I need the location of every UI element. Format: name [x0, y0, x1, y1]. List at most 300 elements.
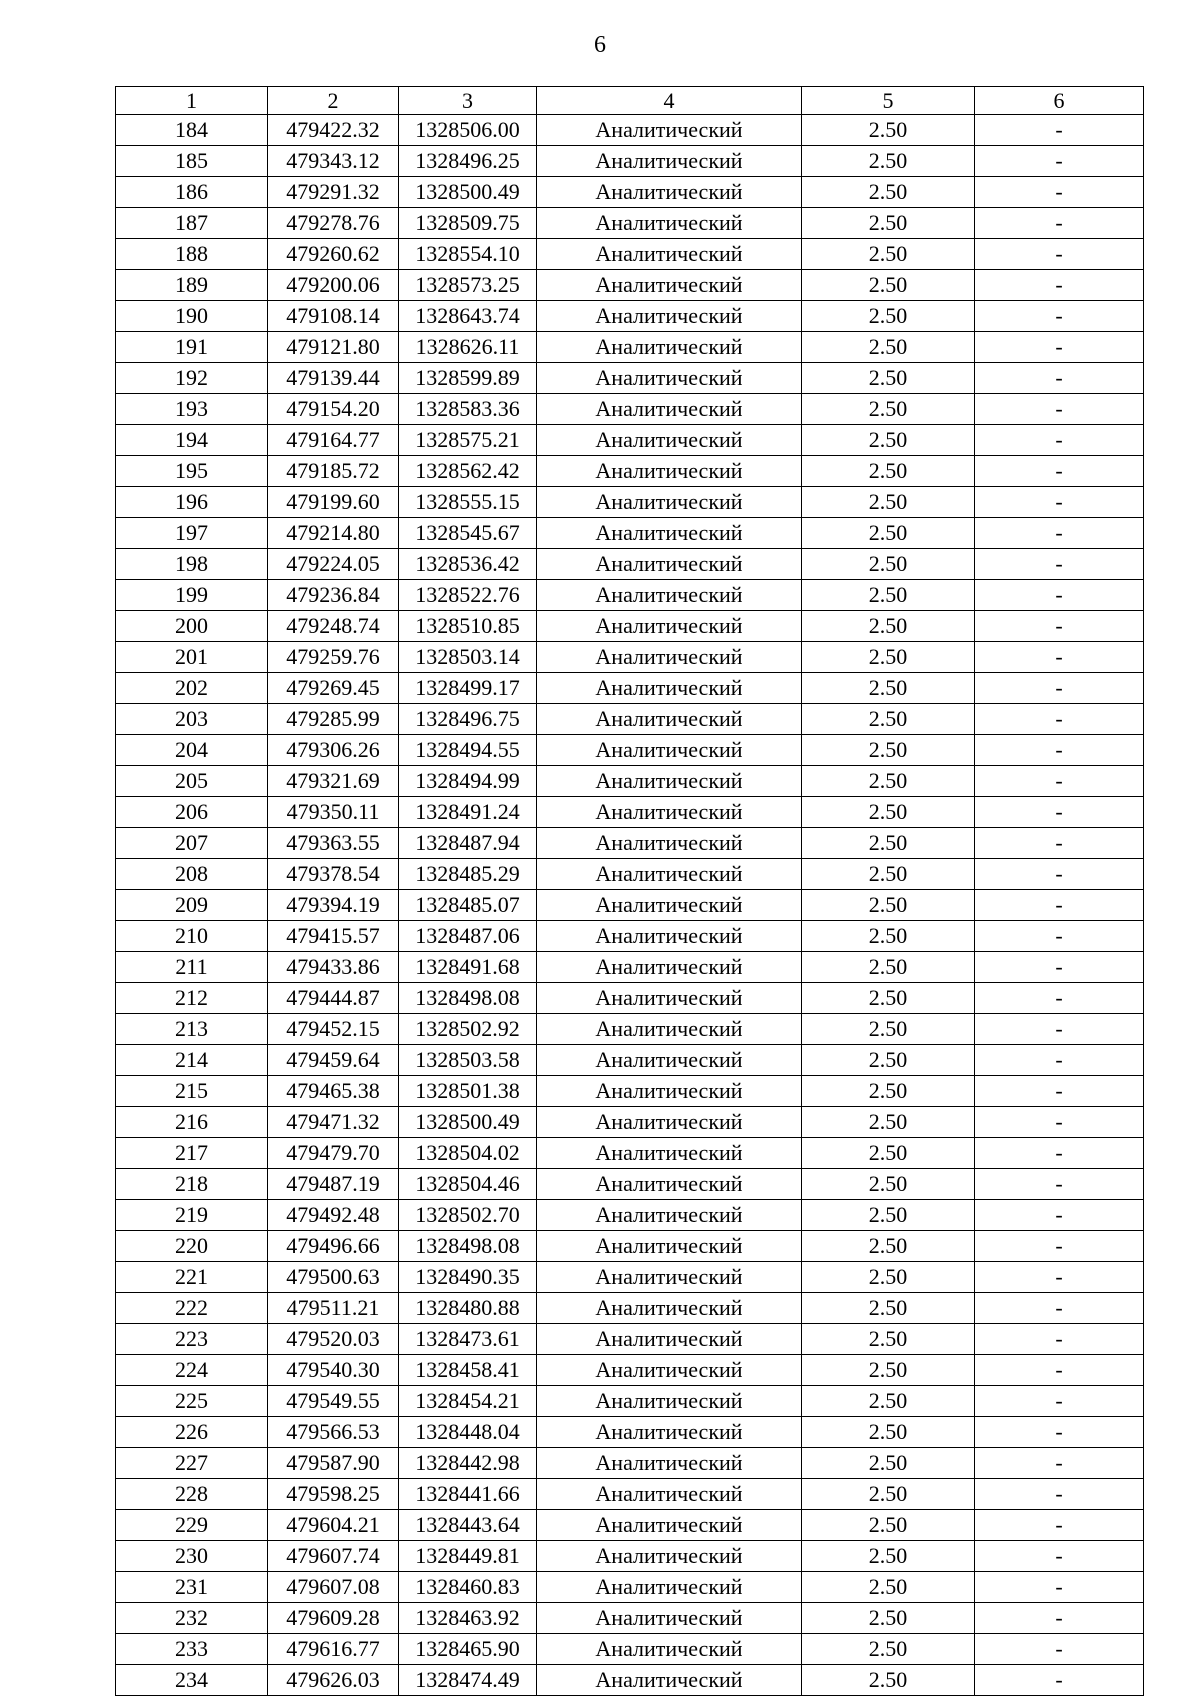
- table-row: [116, 1417, 1144, 1448]
- x-coordinate-cell: 479259.76: [268, 642, 399, 673]
- method-cell: Аналитический: [537, 828, 802, 859]
- note-cell: -: [975, 1448, 1144, 1479]
- x-coordinate-cell: 479199.60: [268, 487, 399, 518]
- x-coordinate-cell: 479363.55: [268, 828, 399, 859]
- x-coordinate-cell: 479607.74: [268, 1541, 399, 1572]
- y-coordinate-cell: 1328454.21: [399, 1386, 537, 1417]
- accuracy-cell: 2.50: [802, 177, 975, 208]
- method-cell: Аналитический: [537, 270, 802, 301]
- table-row: [116, 208, 1144, 239]
- y-coordinate-cell: 1328480.88: [399, 1293, 537, 1324]
- note-cell: -: [975, 1417, 1144, 1448]
- x-coordinate-cell: 479378.54: [268, 859, 399, 890]
- x-coordinate-cell: 479607.08: [268, 1572, 399, 1603]
- note-cell: -: [975, 1107, 1144, 1138]
- note-cell: -: [975, 673, 1144, 704]
- table-row: [116, 828, 1144, 859]
- x-coordinate-cell: 479444.87: [268, 983, 399, 1014]
- point-number-cell: 193: [116, 394, 268, 425]
- method-cell: Аналитический: [537, 1324, 802, 1355]
- method-cell: Аналитический: [537, 487, 802, 518]
- column-header: 2: [268, 87, 399, 115]
- accuracy-cell: 2.50: [802, 859, 975, 890]
- method-cell: Аналитический: [537, 1603, 802, 1634]
- point-number-cell: 194: [116, 425, 268, 456]
- accuracy-cell: 2.50: [802, 1014, 975, 1045]
- method-cell: Аналитический: [537, 1262, 802, 1293]
- method-cell: Аналитический: [537, 1200, 802, 1231]
- accuracy-cell: 2.50: [802, 1200, 975, 1231]
- table-body: [116, 115, 1144, 1696]
- note-cell: -: [975, 611, 1144, 642]
- y-coordinate-cell: 1328573.25: [399, 270, 537, 301]
- note-cell: -: [975, 952, 1144, 983]
- note-cell: -: [975, 1200, 1144, 1231]
- table-row: [116, 1200, 1144, 1231]
- method-cell: Аналитический: [537, 1138, 802, 1169]
- table-row: [116, 394, 1144, 425]
- table-row: [116, 642, 1144, 673]
- accuracy-cell: 2.50: [802, 1665, 975, 1696]
- x-coordinate-cell: 479394.19: [268, 890, 399, 921]
- table-row: [116, 921, 1144, 952]
- accuracy-cell: 2.50: [802, 301, 975, 332]
- x-coordinate-cell: 479587.90: [268, 1448, 399, 1479]
- note-cell: -: [975, 1603, 1144, 1634]
- table-row: [116, 580, 1144, 611]
- table-row: [116, 1262, 1144, 1293]
- accuracy-cell: 2.50: [802, 394, 975, 425]
- note-cell: -: [975, 1076, 1144, 1107]
- y-coordinate-cell: 1328494.99: [399, 766, 537, 797]
- point-number-cell: 196: [116, 487, 268, 518]
- y-coordinate-cell: 1328491.68: [399, 952, 537, 983]
- accuracy-cell: 2.50: [802, 1324, 975, 1355]
- y-coordinate-cell: 1328643.74: [399, 301, 537, 332]
- x-coordinate-cell: 479200.06: [268, 270, 399, 301]
- table-row: [116, 1479, 1144, 1510]
- x-coordinate-cell: 479471.32: [268, 1107, 399, 1138]
- table-row: [116, 1510, 1144, 1541]
- note-cell: -: [975, 1634, 1144, 1665]
- x-coordinate-cell: 479479.70: [268, 1138, 399, 1169]
- accuracy-cell: 2.50: [802, 704, 975, 735]
- accuracy-cell: 2.50: [802, 611, 975, 642]
- accuracy-cell: 2.50: [802, 580, 975, 611]
- accuracy-cell: 2.50: [802, 487, 975, 518]
- accuracy-cell: 2.50: [802, 1138, 975, 1169]
- y-coordinate-cell: 1328506.00: [399, 115, 537, 146]
- method-cell: Аналитический: [537, 766, 802, 797]
- note-cell: -: [975, 301, 1144, 332]
- table-row: [116, 1293, 1144, 1324]
- point-number-cell: 185: [116, 146, 268, 177]
- point-number-cell: 188: [116, 239, 268, 270]
- accuracy-cell: 2.50: [802, 1262, 975, 1293]
- y-coordinate-cell: 1328458.41: [399, 1355, 537, 1386]
- point-number-cell: 212: [116, 983, 268, 1014]
- y-coordinate-cell: 1328473.61: [399, 1324, 537, 1355]
- x-coordinate-cell: 479511.21: [268, 1293, 399, 1324]
- point-number-cell: 187: [116, 208, 268, 239]
- table-row: [116, 301, 1144, 332]
- point-number-cell: 192: [116, 363, 268, 394]
- table-row: [116, 1169, 1144, 1200]
- point-number-cell: 210: [116, 921, 268, 952]
- note-cell: -: [975, 456, 1144, 487]
- method-cell: Аналитический: [537, 208, 802, 239]
- method-cell: Аналитический: [537, 1386, 802, 1417]
- point-number-cell: 204: [116, 735, 268, 766]
- accuracy-cell: 2.50: [802, 797, 975, 828]
- note-cell: -: [975, 1045, 1144, 1076]
- table-row: [116, 1076, 1144, 1107]
- accuracy-cell: 2.50: [802, 1479, 975, 1510]
- y-coordinate-cell: 1328504.02: [399, 1138, 537, 1169]
- method-cell: Аналитический: [537, 1355, 802, 1386]
- point-number-cell: 226: [116, 1417, 268, 1448]
- table-row: [116, 239, 1144, 270]
- x-coordinate-cell: 479291.32: [268, 177, 399, 208]
- method-cell: Аналитический: [537, 518, 802, 549]
- note-cell: -: [975, 1169, 1144, 1200]
- x-coordinate-cell: 479492.48: [268, 1200, 399, 1231]
- table-row: [116, 797, 1144, 828]
- method-cell: Аналитический: [537, 1541, 802, 1572]
- table-row: [116, 766, 1144, 797]
- note-cell: -: [975, 983, 1144, 1014]
- table-row: [116, 332, 1144, 363]
- accuracy-cell: 2.50: [802, 1603, 975, 1634]
- x-coordinate-cell: 479616.77: [268, 1634, 399, 1665]
- method-cell: Аналитический: [537, 611, 802, 642]
- note-cell: -: [975, 239, 1144, 270]
- note-cell: -: [975, 115, 1144, 146]
- x-coordinate-cell: 479496.66: [268, 1231, 399, 1262]
- point-number-cell: 223: [116, 1324, 268, 1355]
- y-coordinate-cell: 1328500.49: [399, 177, 537, 208]
- x-coordinate-cell: 479540.30: [268, 1355, 399, 1386]
- point-number-cell: 217: [116, 1138, 268, 1169]
- table-row: [116, 1665, 1144, 1696]
- accuracy-cell: 2.50: [802, 766, 975, 797]
- point-number-cell: 213: [116, 1014, 268, 1045]
- x-coordinate-cell: 479236.84: [268, 580, 399, 611]
- method-cell: Аналитический: [537, 1076, 802, 1107]
- y-coordinate-cell: 1328599.89: [399, 363, 537, 394]
- accuracy-cell: 2.50: [802, 115, 975, 146]
- note-cell: -: [975, 580, 1144, 611]
- method-cell: Аналитический: [537, 456, 802, 487]
- x-coordinate-cell: 479609.28: [268, 1603, 399, 1634]
- y-coordinate-cell: 1328502.92: [399, 1014, 537, 1045]
- point-number-cell: 186: [116, 177, 268, 208]
- note-cell: -: [975, 1231, 1144, 1262]
- y-coordinate-cell: 1328443.64: [399, 1510, 537, 1541]
- y-coordinate-cell: 1328575.21: [399, 425, 537, 456]
- accuracy-cell: 2.50: [802, 1169, 975, 1200]
- note-cell: -: [975, 518, 1144, 549]
- note-cell: -: [975, 1665, 1144, 1696]
- method-cell: Аналитический: [537, 115, 802, 146]
- y-coordinate-cell: 1328496.25: [399, 146, 537, 177]
- x-coordinate-cell: 479278.76: [268, 208, 399, 239]
- accuracy-cell: 2.50: [802, 828, 975, 859]
- point-number-cell: 199: [116, 580, 268, 611]
- x-coordinate-cell: 479459.64: [268, 1045, 399, 1076]
- table-row: [116, 425, 1144, 456]
- x-coordinate-cell: 479433.86: [268, 952, 399, 983]
- x-coordinate-cell: 479108.14: [268, 301, 399, 332]
- y-coordinate-cell: 1328487.06: [399, 921, 537, 952]
- point-number-cell: 215: [116, 1076, 268, 1107]
- y-coordinate-cell: 1328448.04: [399, 1417, 537, 1448]
- method-cell: Аналитический: [537, 1417, 802, 1448]
- table-row: [116, 704, 1144, 735]
- point-number-cell: 203: [116, 704, 268, 735]
- note-cell: -: [975, 177, 1144, 208]
- note-cell: -: [975, 1355, 1144, 1386]
- point-number-cell: 198: [116, 549, 268, 580]
- accuracy-cell: 2.50: [802, 270, 975, 301]
- note-cell: -: [975, 487, 1144, 518]
- method-cell: Аналитический: [537, 1045, 802, 1076]
- accuracy-cell: 2.50: [802, 1541, 975, 1572]
- accuracy-cell: 2.50: [802, 425, 975, 456]
- y-coordinate-cell: 1328504.46: [399, 1169, 537, 1200]
- note-cell: -: [975, 704, 1144, 735]
- accuracy-cell: 2.50: [802, 518, 975, 549]
- table-row: [116, 1355, 1144, 1386]
- x-coordinate-cell: 479343.12: [268, 146, 399, 177]
- method-cell: Аналитический: [537, 1634, 802, 1665]
- x-coordinate-cell: 479248.74: [268, 611, 399, 642]
- x-coordinate-cell: 479306.26: [268, 735, 399, 766]
- y-coordinate-cell: 1328562.42: [399, 456, 537, 487]
- note-cell: -: [975, 1138, 1144, 1169]
- y-coordinate-cell: 1328463.92: [399, 1603, 537, 1634]
- y-coordinate-cell: 1328583.36: [399, 394, 537, 425]
- x-coordinate-cell: 479465.38: [268, 1076, 399, 1107]
- x-coordinate-cell: 479626.03: [268, 1665, 399, 1696]
- accuracy-cell: 2.50: [802, 921, 975, 952]
- method-cell: Аналитический: [537, 642, 802, 673]
- table-row: [116, 115, 1144, 146]
- accuracy-cell: 2.50: [802, 1448, 975, 1479]
- table-row: [116, 363, 1144, 394]
- note-cell: -: [975, 1293, 1144, 1324]
- accuracy-cell: 2.50: [802, 673, 975, 704]
- table-row: [116, 1603, 1144, 1634]
- method-cell: Аналитический: [537, 332, 802, 363]
- accuracy-cell: 2.50: [802, 549, 975, 580]
- method-cell: Аналитический: [537, 673, 802, 704]
- accuracy-cell: 2.50: [802, 1510, 975, 1541]
- y-coordinate-cell: 1328465.90: [399, 1634, 537, 1665]
- table-row: [116, 518, 1144, 549]
- accuracy-cell: 2.50: [802, 1355, 975, 1386]
- point-number-cell: 229: [116, 1510, 268, 1541]
- y-coordinate-cell: 1328554.10: [399, 239, 537, 270]
- y-coordinate-cell: 1328499.17: [399, 673, 537, 704]
- x-coordinate-cell: 479260.62: [268, 239, 399, 270]
- x-coordinate-cell: 479500.63: [268, 1262, 399, 1293]
- point-number-cell: 219: [116, 1200, 268, 1231]
- table-row: [116, 735, 1144, 766]
- x-coordinate-cell: 479452.15: [268, 1014, 399, 1045]
- note-cell: -: [975, 921, 1144, 952]
- method-cell: Аналитический: [537, 921, 802, 952]
- accuracy-cell: 2.50: [802, 952, 975, 983]
- y-coordinate-cell: 1328494.55: [399, 735, 537, 766]
- x-coordinate-cell: 479350.11: [268, 797, 399, 828]
- x-coordinate-cell: 479139.44: [268, 363, 399, 394]
- accuracy-cell: 2.50: [802, 239, 975, 270]
- method-cell: Аналитический: [537, 1665, 802, 1696]
- accuracy-cell: 2.50: [802, 1076, 975, 1107]
- table-row: [116, 890, 1144, 921]
- method-cell: Аналитический: [537, 1572, 802, 1603]
- method-cell: Аналитический: [537, 363, 802, 394]
- y-coordinate-cell: 1328545.67: [399, 518, 537, 549]
- y-coordinate-cell: 1328626.11: [399, 332, 537, 363]
- accuracy-cell: 2.50: [802, 363, 975, 394]
- accuracy-cell: 2.50: [802, 1417, 975, 1448]
- point-number-cell: 221: [116, 1262, 268, 1293]
- point-number-cell: 200: [116, 611, 268, 642]
- y-coordinate-cell: 1328502.70: [399, 1200, 537, 1231]
- table-row: [116, 270, 1144, 301]
- accuracy-cell: 2.50: [802, 1634, 975, 1665]
- table-row: [116, 673, 1144, 704]
- x-coordinate-cell: 479214.80: [268, 518, 399, 549]
- x-coordinate-cell: 479269.45: [268, 673, 399, 704]
- method-cell: Аналитический: [537, 177, 802, 208]
- method-cell: Аналитический: [537, 1169, 802, 1200]
- column-header: 6: [975, 87, 1144, 115]
- note-cell: -: [975, 766, 1144, 797]
- note-cell: -: [975, 394, 1144, 425]
- table-row: [116, 1386, 1144, 1417]
- method-cell: Аналитический: [537, 859, 802, 890]
- point-number-cell: 231: [116, 1572, 268, 1603]
- y-coordinate-cell: 1328522.76: [399, 580, 537, 611]
- x-coordinate-cell: 479598.25: [268, 1479, 399, 1510]
- table-row: [116, 983, 1144, 1014]
- table-row: [116, 859, 1144, 890]
- note-cell: -: [975, 1572, 1144, 1603]
- table-row: [116, 1014, 1144, 1045]
- table-row: [116, 487, 1144, 518]
- method-cell: Аналитический: [537, 890, 802, 921]
- note-cell: -: [975, 1014, 1144, 1045]
- table-row: [116, 952, 1144, 983]
- x-coordinate-cell: 479285.99: [268, 704, 399, 735]
- y-coordinate-cell: 1328441.66: [399, 1479, 537, 1510]
- method-cell: Аналитический: [537, 797, 802, 828]
- y-coordinate-cell: 1328496.75: [399, 704, 537, 735]
- note-cell: -: [975, 1479, 1144, 1510]
- note-cell: -: [975, 828, 1144, 859]
- x-coordinate-cell: 479321.69: [268, 766, 399, 797]
- y-coordinate-cell: 1328510.85: [399, 611, 537, 642]
- note-cell: -: [975, 1386, 1144, 1417]
- method-cell: Аналитический: [537, 1448, 802, 1479]
- point-number-cell: 233: [116, 1634, 268, 1665]
- method-cell: Аналитический: [537, 1293, 802, 1324]
- y-coordinate-cell: 1328509.75: [399, 208, 537, 239]
- x-coordinate-cell: 479604.21: [268, 1510, 399, 1541]
- note-cell: -: [975, 859, 1144, 890]
- method-cell: Аналитический: [537, 549, 802, 580]
- table-row: [116, 456, 1144, 487]
- point-number-cell: 218: [116, 1169, 268, 1200]
- note-cell: -: [975, 1541, 1144, 1572]
- x-coordinate-cell: 479164.77: [268, 425, 399, 456]
- y-coordinate-cell: 1328490.35: [399, 1262, 537, 1293]
- point-number-cell: 206: [116, 797, 268, 828]
- coordinates-table: [115, 86, 1144, 1696]
- table-row: [116, 1107, 1144, 1138]
- point-number-cell: 224: [116, 1355, 268, 1386]
- note-cell: -: [975, 1510, 1144, 1541]
- accuracy-cell: 2.50: [802, 332, 975, 363]
- x-coordinate-cell: 479549.55: [268, 1386, 399, 1417]
- point-number-cell: 207: [116, 828, 268, 859]
- note-cell: -: [975, 425, 1144, 456]
- y-coordinate-cell: 1328500.49: [399, 1107, 537, 1138]
- point-number-cell: 211: [116, 952, 268, 983]
- note-cell: -: [975, 549, 1144, 580]
- method-cell: Аналитический: [537, 580, 802, 611]
- column-header: 3: [399, 87, 537, 115]
- x-coordinate-cell: 479121.80: [268, 332, 399, 363]
- table-header-row: [116, 87, 1144, 115]
- method-cell: Аналитический: [537, 1107, 802, 1138]
- y-coordinate-cell: 1328449.81: [399, 1541, 537, 1572]
- note-cell: -: [975, 797, 1144, 828]
- point-number-cell: 209: [116, 890, 268, 921]
- point-number-cell: 230: [116, 1541, 268, 1572]
- y-coordinate-cell: 1328474.49: [399, 1665, 537, 1696]
- table-row: [116, 1541, 1144, 1572]
- accuracy-cell: 2.50: [802, 208, 975, 239]
- y-coordinate-cell: 1328536.42: [399, 549, 537, 580]
- accuracy-cell: 2.50: [802, 983, 975, 1014]
- y-coordinate-cell: 1328460.83: [399, 1572, 537, 1603]
- point-number-cell: 191: [116, 332, 268, 363]
- note-cell: -: [975, 890, 1144, 921]
- y-coordinate-cell: 1328503.14: [399, 642, 537, 673]
- point-number-cell: 228: [116, 1479, 268, 1510]
- x-coordinate-cell: 479487.19: [268, 1169, 399, 1200]
- note-cell: -: [975, 363, 1144, 394]
- x-coordinate-cell: 479185.72: [268, 456, 399, 487]
- method-cell: Аналитический: [537, 1231, 802, 1262]
- method-cell: Аналитический: [537, 1014, 802, 1045]
- note-cell: -: [975, 1262, 1144, 1293]
- table-row: [116, 1572, 1144, 1603]
- table-row: [116, 177, 1144, 208]
- point-number-cell: 197: [116, 518, 268, 549]
- accuracy-cell: 2.50: [802, 1293, 975, 1324]
- y-coordinate-cell: 1328485.29: [399, 859, 537, 890]
- y-coordinate-cell: 1328503.58: [399, 1045, 537, 1076]
- point-number-cell: 208: [116, 859, 268, 890]
- point-number-cell: 201: [116, 642, 268, 673]
- x-coordinate-cell: 479224.05: [268, 549, 399, 580]
- method-cell: Аналитический: [537, 1510, 802, 1541]
